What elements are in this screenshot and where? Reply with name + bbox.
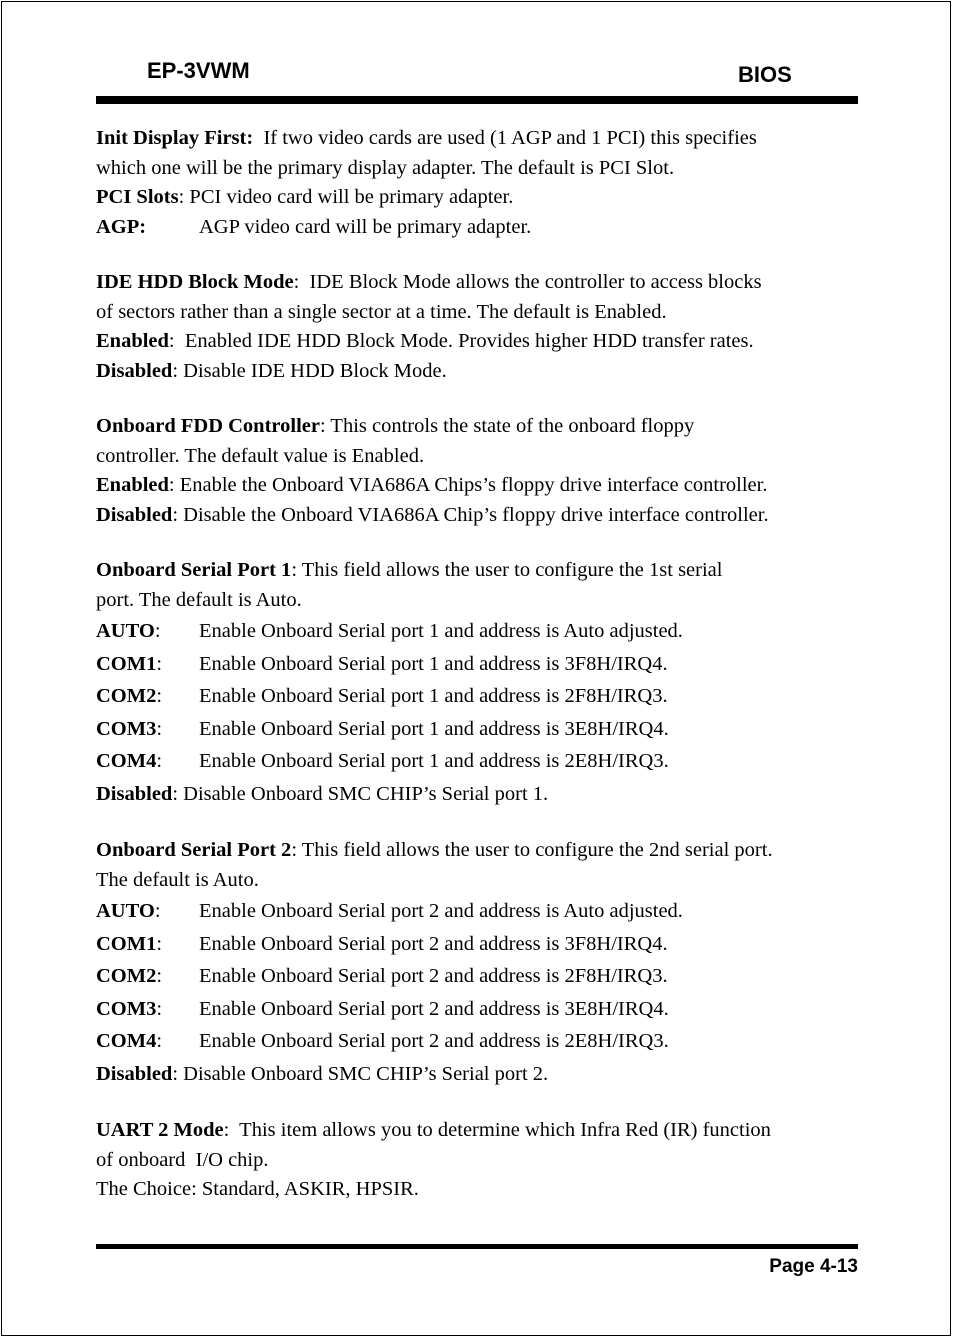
fdd-disabled-key: Disabled — [96, 503, 173, 526]
serial1-desc1: : This field allows the user to configure the 1st serial — [291, 559, 723, 581]
serial2-option-key-wrap: COM1: — [96, 932, 163, 955]
serial1-section — [96, 556, 860, 810]
serial2-option-auto — [96, 895, 860, 928]
serial2-com2-text: Enable Onboard Serial port 2 and address is 2F8H/IRQ3. — [199, 965, 668, 987]
init-display-title: Init Display First: — [96, 127, 254, 149]
serial2-option-com2 — [96, 960, 860, 993]
serial2-option-com1 — [96, 928, 860, 961]
init-display-desc1: If two video cards are used (1 AGP and 1 PCI) this specifies — [253, 127, 757, 149]
uart2-section — [96, 1116, 860, 1205]
serial2-disabled-key: Disabled — [96, 1062, 173, 1085]
serial2-option-key-wrap: COM4: — [96, 1030, 163, 1052]
ide-hdd-line2: of sectors rather than a single sector at a time. The default is Enabled. — [96, 300, 667, 323]
init-display-line1 — [96, 124, 860, 154]
serial2-option-com3 — [96, 993, 860, 1026]
page-number: Page 4-13 — [769, 1256, 858, 1277]
ide-enabled-option — [96, 327, 860, 357]
serial1-option-com2 — [96, 680, 860, 713]
pci-slots-option — [96, 183, 860, 213]
serial1-com3-key: COM3 — [96, 717, 157, 740]
fdd-disabled-option — [96, 501, 860, 531]
serial2-option-com4 — [96, 1025, 860, 1058]
serial1-title: Onboard Serial Port 1 — [96, 559, 292, 581]
serial2-com4-text: Enable Onboard Serial port 2 and address is 2E8H/IRQ3. — [199, 1030, 669, 1052]
serial2-disabled-text: : Disable Onboard SMC CHIP’s Serial port 2. — [172, 1062, 549, 1085]
serial2-auto-key: AUTO — [96, 900, 155, 922]
ide-disabled-key: Disabled — [96, 359, 173, 382]
serial1-option-key-wrap: COM3: — [96, 717, 163, 740]
serial1-com1-text: Enable Onboard Serial port 1 and address is 3F8H/IRQ4. — [199, 652, 668, 675]
fdd-section — [96, 412, 860, 530]
serial1-disabled-text: : Disable Onboard SMC CHIP’s Serial port 1. — [172, 782, 549, 805]
agp-key: AGP: — [96, 215, 147, 238]
serial1-option-key-wrap: COM4: — [96, 750, 163, 772]
ide-hdd-line1 — [96, 268, 860, 298]
serial1-option-key-wrap: COM1: — [96, 652, 163, 675]
uart2-line1 — [96, 1116, 860, 1146]
serial2-auto-text: Enable Onboard Serial port 2 and address is Auto adjusted. — [199, 900, 683, 922]
ide-disabled-text: : Disable IDE HDD Block Mode. — [172, 359, 447, 382]
serial2-section — [96, 836, 860, 1090]
fdd-title: Onboard FDD Controller — [96, 415, 320, 437]
serial2-com3-key: COM3 — [96, 997, 157, 1020]
serial2-com2-key: COM2 — [96, 965, 157, 987]
agp-option — [96, 213, 860, 243]
serial1-com4-key: COM4 — [96, 750, 157, 772]
serial2-line2: The default is Auto. — [96, 868, 259, 891]
serial1-com4-text: Enable Onboard Serial port 1 and address is 2E8H/IRQ3. — [199, 750, 669, 772]
pci-slots-text: : PCI video card will be primary adapter. — [178, 186, 514, 208]
serial1-option-com1 — [96, 648, 860, 681]
ide-enabled-text: : Enabled IDE HDD Block Mode. Provides higher HDD transfer rates. — [168, 330, 754, 352]
init-display-section — [96, 124, 860, 242]
serial2-disabled-option — [96, 1058, 860, 1091]
ide-disabled-option — [96, 357, 860, 387]
serial2-option-key-wrap: COM2: — [96, 965, 163, 987]
serial1-option-key-wrap: COM2: — [96, 685, 163, 707]
serial2-com4-key: COM4 — [96, 1030, 157, 1052]
uart2-line2: of onboard I/O chip. — [96, 1148, 269, 1171]
serial2-option-key-wrap: AUTO: — [96, 900, 161, 922]
serial1-option-com3 — [96, 713, 860, 746]
serial1-line1 — [96, 556, 860, 586]
header-rule — [96, 96, 858, 104]
uart2-title: UART 2 Mode — [96, 1119, 224, 1141]
serial1-com3-text: Enable Onboard Serial port 1 and address is 3E8H/IRQ4. — [199, 717, 669, 740]
page-content — [96, 124, 860, 1231]
serial2-line1 — [96, 836, 860, 866]
ide-hdd-desc1: : IDE Block Mode allows the controller to access blocks — [293, 271, 762, 293]
serial1-line2: port. The default is Auto. — [96, 588, 302, 611]
fdd-enabled-key: Enabled — [96, 474, 169, 496]
serial1-disabled-key: Disabled — [96, 782, 173, 805]
serial1-com2-text: Enable Onboard Serial port 1 and address is 2F8H/IRQ3. — [199, 685, 668, 707]
serial1-disabled-option — [96, 778, 860, 811]
serial2-com1-text: Enable Onboard Serial port 2 and address is 3F8H/IRQ4. — [199, 932, 668, 955]
serial1-option-com4 — [96, 745, 860, 778]
section-title: BIOS — [738, 62, 792, 87]
serial1-option-key-wrap: AUTO: — [96, 620, 161, 642]
pci-slots-key: PCI Slots — [96, 186, 179, 208]
serial1-auto-text: Enable Onboard Serial port 1 and address is Auto adjusted. — [199, 620, 683, 642]
serial1-option-auto — [96, 615, 860, 648]
uart2-desc1: : This item allows you to determine which Infra Red (IR) function — [223, 1119, 771, 1141]
fdd-line2: controller. The default value is Enabled. — [96, 444, 425, 467]
fdd-desc1: : This controls the state of the onboard floppy — [319, 415, 695, 437]
init-display-line2: which one will be the primary display adapter. The default is PCI Slot. — [96, 156, 675, 179]
uart2-choice: The Choice: Standard, ASKIR, HPSIR. — [96, 1178, 419, 1200]
footer-rule — [96, 1244, 858, 1249]
serial2-option-key-wrap: COM3: — [96, 997, 163, 1020]
fdd-enabled-option — [96, 471, 860, 501]
agp-text: AGP video card will be primary adapter. — [199, 215, 532, 238]
serial1-com1-key: COM1 — [96, 652, 157, 675]
serial2-com3-text: Enable Onboard Serial port 2 and address is 3E8H/IRQ4. — [199, 997, 669, 1020]
serial2-title: Onboard Serial Port 2 — [96, 839, 292, 861]
model-title: EP-3VWM — [147, 58, 250, 83]
fdd-disabled-text: : Disable the Onboard VIA686A Chip’s floppy drive interface controller. — [172, 503, 769, 526]
serial1-com2-key: COM2 — [96, 685, 157, 707]
serial2-com1-key: COM1 — [96, 932, 157, 955]
fdd-line1 — [96, 412, 860, 442]
fdd-enabled-text: : Enable the Onboard VIA686A Chips’s floppy drive interface controller. — [168, 474, 768, 496]
serial1-auto-key: AUTO — [96, 620, 155, 642]
serial2-desc1: : This field allows the user to configure the 2nd serial port. — [291, 839, 773, 861]
ide-enabled-key: Enabled — [96, 330, 169, 352]
ide-hdd-section — [96, 268, 860, 386]
ide-hdd-title: IDE HDD Block Mode — [96, 271, 294, 293]
